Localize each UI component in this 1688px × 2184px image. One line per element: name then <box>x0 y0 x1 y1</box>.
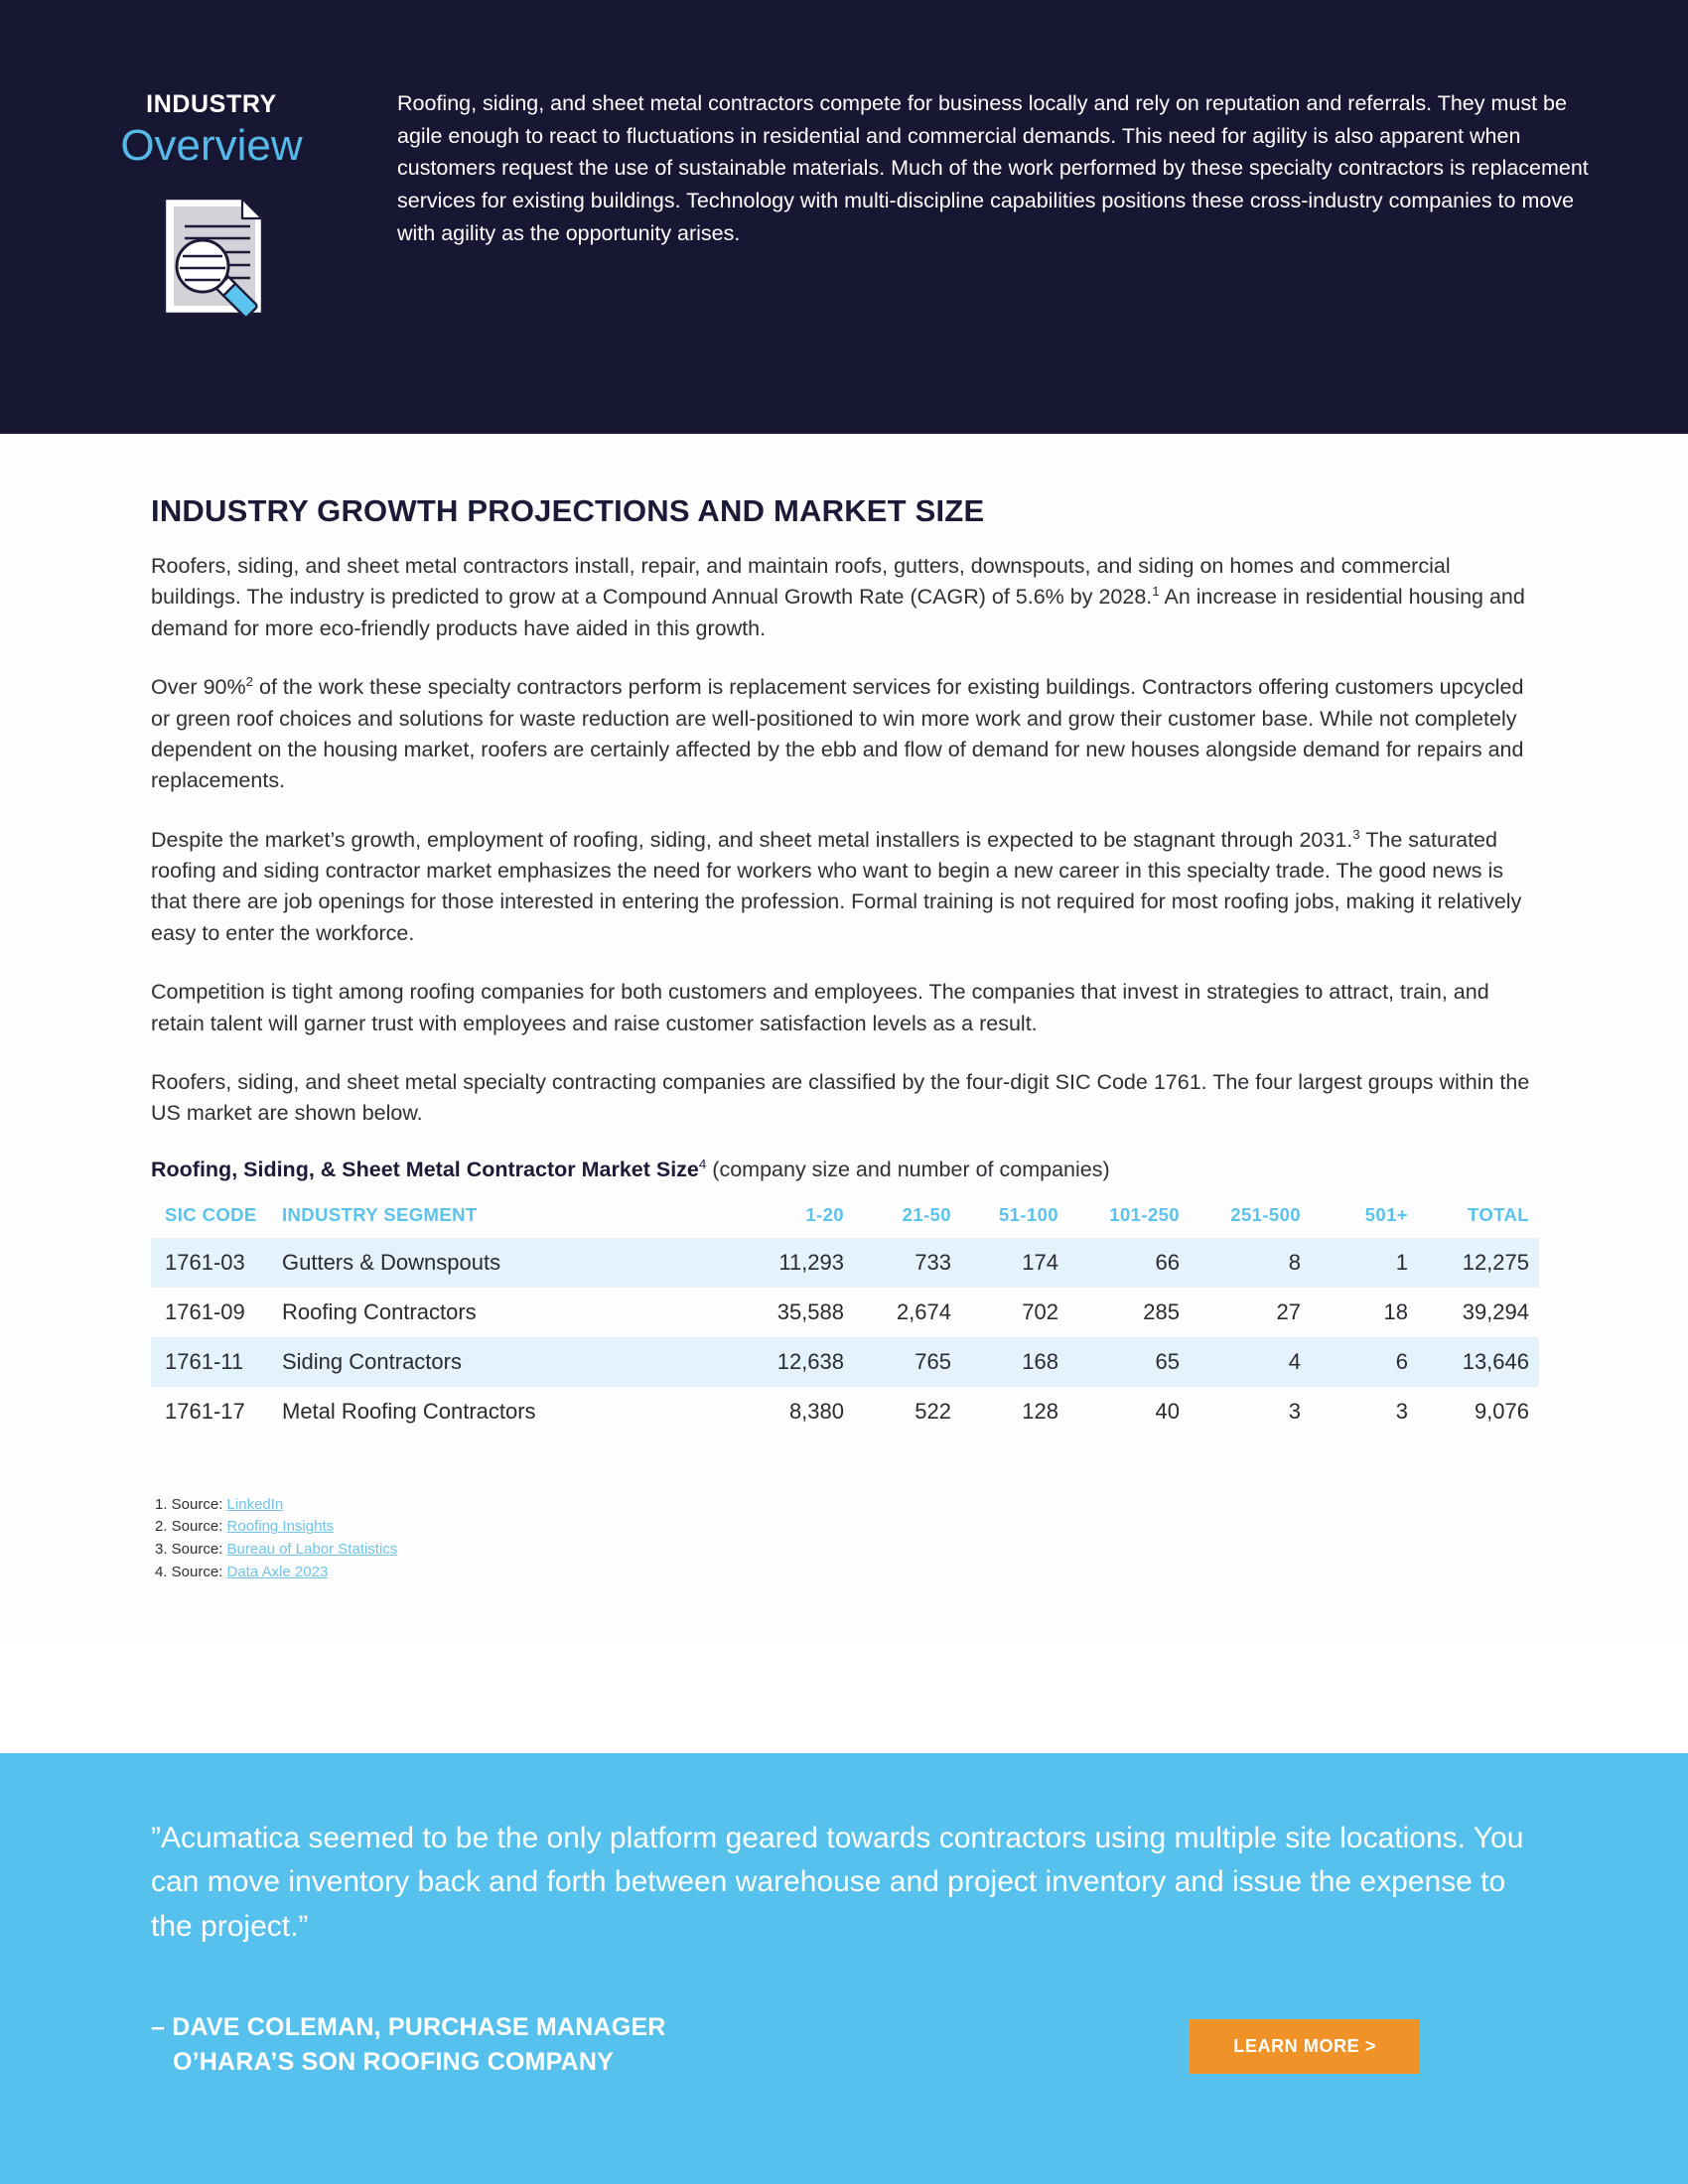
page-title: INDUSTRY GROWTH PROJECTIONS AND MARKET SIZE <box>151 493 985 528</box>
column-header-21-50: 21-50 <box>902 1203 951 1225</box>
paragraph-replacement-tail: of the work these specialty contractors perform is replacement services for existing buildings. Contractors offering customers upcycled or green roof choices and solutions for waste reduction are well-positioned to win more work and grow their customer base. While not completely dependent on the housing market, roofers are certainly affected by the ebb and flow of demand for new houses alongside demand for repairs and replacements. <box>151 675 1524 793</box>
cell-1-20: 12,638 <box>747 1337 854 1387</box>
cell-sic-code: 1761-09 <box>165 1298 245 1324</box>
footnote-prefix: 2. Source: <box>155 1518 227 1536</box>
quote-attribution <box>151 2010 665 2080</box>
cell-51-100: 174 <box>961 1238 1068 1288</box>
cell-21-50: 2,674 <box>896 1298 951 1324</box>
paragraph-employment-text: Despite the market’s growth, employment of roofing, siding, and sheet metal installers is expected to be stagnant through 2031. <box>151 827 1353 852</box>
table-row <box>151 1238 1539 1288</box>
cell-21-50: 522 <box>914 1398 951 1424</box>
column-header-segment: INDUSTRY SEGMENT <box>282 1203 478 1225</box>
footnote-prefix: 3. Source: <box>155 1541 227 1559</box>
cell-1-20: 35,588 <box>776 1298 844 1324</box>
document-magnifier-icon <box>107 193 316 324</box>
cell-21-50: 733 <box>854 1238 961 1288</box>
footnote-item <box>155 1562 1539 1584</box>
cell-sic-code: 1761-17 <box>165 1398 245 1424</box>
table-header-row <box>151 1198 1539 1238</box>
column-header-sic-code: SIC CODE <box>165 1203 257 1225</box>
footnote-ref-3: 3 <box>1352 826 1360 842</box>
cell-1-20: 11,293 <box>747 1238 854 1288</box>
learn-more-button[interactable]: LEARN MORE > <box>1190 2019 1420 2074</box>
cell-segment: Siding Contractors <box>274 1337 747 1387</box>
footnote-item <box>155 1539 1539 1562</box>
cell-101-250: 66 <box>1068 1238 1190 1288</box>
quote-text: ”Acumatica seemed to be the only platform geared towards contractors using multiple site locations. You can move inventory back and forth between warehouse and project inventory and issue the expense to the project.” <box>151 1822 1524 1943</box>
table-caption <box>151 1158 1539 1182</box>
paragraph-employment-tail: The saturated roofing and siding contractor market emphasizes the need for workers who want to begin a new career in this specialty trade. The good news is that there are job openings for those interested in entering the profession. Formal training is not required for most roofing jobs, making it relatively easy to enter the workforce. <box>151 827 1522 945</box>
market-size-table <box>151 1198 1539 1436</box>
paragraph-growth-tail: An increase in residential housing and demand for more eco-friendly products have aided in this growth. <box>151 585 1525 640</box>
table-row <box>151 1337 1539 1387</box>
cell-sic-code: 1761-03 <box>151 1238 274 1288</box>
paragraph-employment <box>151 825 1539 950</box>
customer-quote-band <box>0 1753 1688 2184</box>
cell-101-250: 285 <box>1143 1298 1180 1324</box>
footnote-link-linkedin[interactable]: LinkedIn <box>226 1495 284 1513</box>
header-kicker: INDUSTRY <box>146 90 277 118</box>
table-row <box>151 1288 1539 1337</box>
header-branding <box>107 85 316 324</box>
paragraph-replacement-text: Over 90% <box>151 675 246 700</box>
table-row <box>151 1387 1539 1436</box>
column-header-51-100: 51-100 <box>998 1203 1058 1225</box>
table-body <box>151 1238 1539 1436</box>
cell-51-100: 128 <box>1022 1398 1058 1424</box>
paragraph-growth <box>151 551 1539 644</box>
column-header-101-250: 101-250 <box>1109 1203 1180 1225</box>
cell-51-100: 168 <box>961 1337 1068 1387</box>
cell-51-100: 702 <box>1022 1298 1058 1324</box>
cell-251-500: 8 <box>1190 1238 1311 1288</box>
cell-total: 12,275 <box>1418 1238 1539 1288</box>
cell-total: 39,294 <box>1462 1298 1529 1324</box>
quote-attribution-name: – DAVE COLEMAN, PURCHASE MANAGER <box>151 2013 666 2042</box>
header-description <box>316 85 1597 249</box>
cell-sic-code: 1761-11 <box>151 1337 274 1387</box>
paragraph-competition: Competition is tight among roofing companies for both customers and employees. The companies that invest in strategies to attract, train, and retain talent will garner trust with employees and raise customer satisfaction levels as a result. <box>151 980 1489 1035</box>
industry-overview-header <box>0 0 1688 434</box>
main-content <box>0 434 1688 1642</box>
footnote-link-bls[interactable]: Bureau of Labor Statistics <box>226 1541 398 1559</box>
cell-segment: Roofing Contractors <box>282 1298 477 1324</box>
table-header <box>151 1198 1539 1238</box>
column-header-251-500: 251-500 <box>1230 1203 1301 1225</box>
footnote-item <box>155 1494 1539 1517</box>
column-header-total: TOTAL <box>1468 1203 1529 1225</box>
footnote-ref-2: 2 <box>245 673 254 689</box>
table-caption-bold: Roofing, Siding, & Sheet Metal Contractor Market Size <box>151 1157 699 1181</box>
paragraph-replacement <box>151 672 1539 797</box>
cell-total: 13,646 <box>1418 1337 1539 1387</box>
footnote-prefix: 1. Source: <box>155 1495 227 1513</box>
quote-attribution-company: O’HARA’S SON ROOFING COMPANY <box>173 2048 615 2077</box>
paragraph-growth-text: Roofers, siding, and sheet metal contractors install, repair, and maintain roofs, gutters, downspouts, and siding on homes and commercial buildings. The industry is predicted to grow at a Compound Annual Growth Rate (CAGR) of 5.6% by 2028. <box>151 554 1451 610</box>
cell-1-20: 8,380 <box>788 1398 844 1424</box>
cell-segment: Gutters & Downspouts <box>274 1238 747 1288</box>
cell-21-50: 765 <box>854 1337 961 1387</box>
header-paragraph: Roofing, siding, and sheet metal contractors compete for business locally and rely on reputation and referrals. They must be agile enough to react to fluctuations in residential and commercial demands. This need for agility is also apparent when customers request the use of sustainable materials. Much of the work performed by these specialty contractors is replacement services for existing buildings. Technology with multi-discipline capabilities positions these cross-industry companies to move with agility as the opportunity arises. <box>397 91 1589 245</box>
header-title: Overview <box>120 120 303 170</box>
cell-total: 9,076 <box>1474 1398 1529 1424</box>
cell-501-plus: 1 <box>1311 1238 1418 1288</box>
column-header-1-20: 1-20 <box>805 1203 844 1225</box>
footnote-link-roofing-insights[interactable]: Roofing Insights <box>226 1518 335 1536</box>
footnote-list <box>151 1494 1539 1642</box>
footnote-ref-1: 1 <box>1152 584 1160 600</box>
cell-101-250: 40 <box>1155 1398 1180 1424</box>
footnote-link-data-axle[interactable]: Data Axle 2023 <box>226 1564 329 1581</box>
cell-251-500: 27 <box>1276 1298 1301 1324</box>
cell-501-plus: 6 <box>1311 1337 1418 1387</box>
cell-501-plus: 18 <box>1383 1298 1408 1324</box>
cell-501-plus: 3 <box>1395 1398 1408 1424</box>
footnote-ref-4: 4 <box>698 1156 707 1171</box>
footnote-prefix: 4. Source: <box>155 1564 227 1581</box>
quote-footer <box>151 2010 1539 2080</box>
paragraph-sic-code: Roofers, siding, and sheet metal specialty contracting companies are classified by the four-digit SIC Code 1761. The four largest groups within the US market are shown below. <box>151 1069 1530 1126</box>
cell-segment: Metal Roofing Contractors <box>282 1398 536 1424</box>
footnote-item <box>155 1516 1539 1539</box>
cell-251-500: 4 <box>1190 1337 1311 1387</box>
table-caption-light: (company size and number of companies) <box>706 1157 1110 1181</box>
cell-251-500: 3 <box>1288 1398 1301 1424</box>
column-header-501-plus: 501+ <box>1364 1203 1408 1225</box>
cell-101-250: 65 <box>1068 1337 1190 1387</box>
